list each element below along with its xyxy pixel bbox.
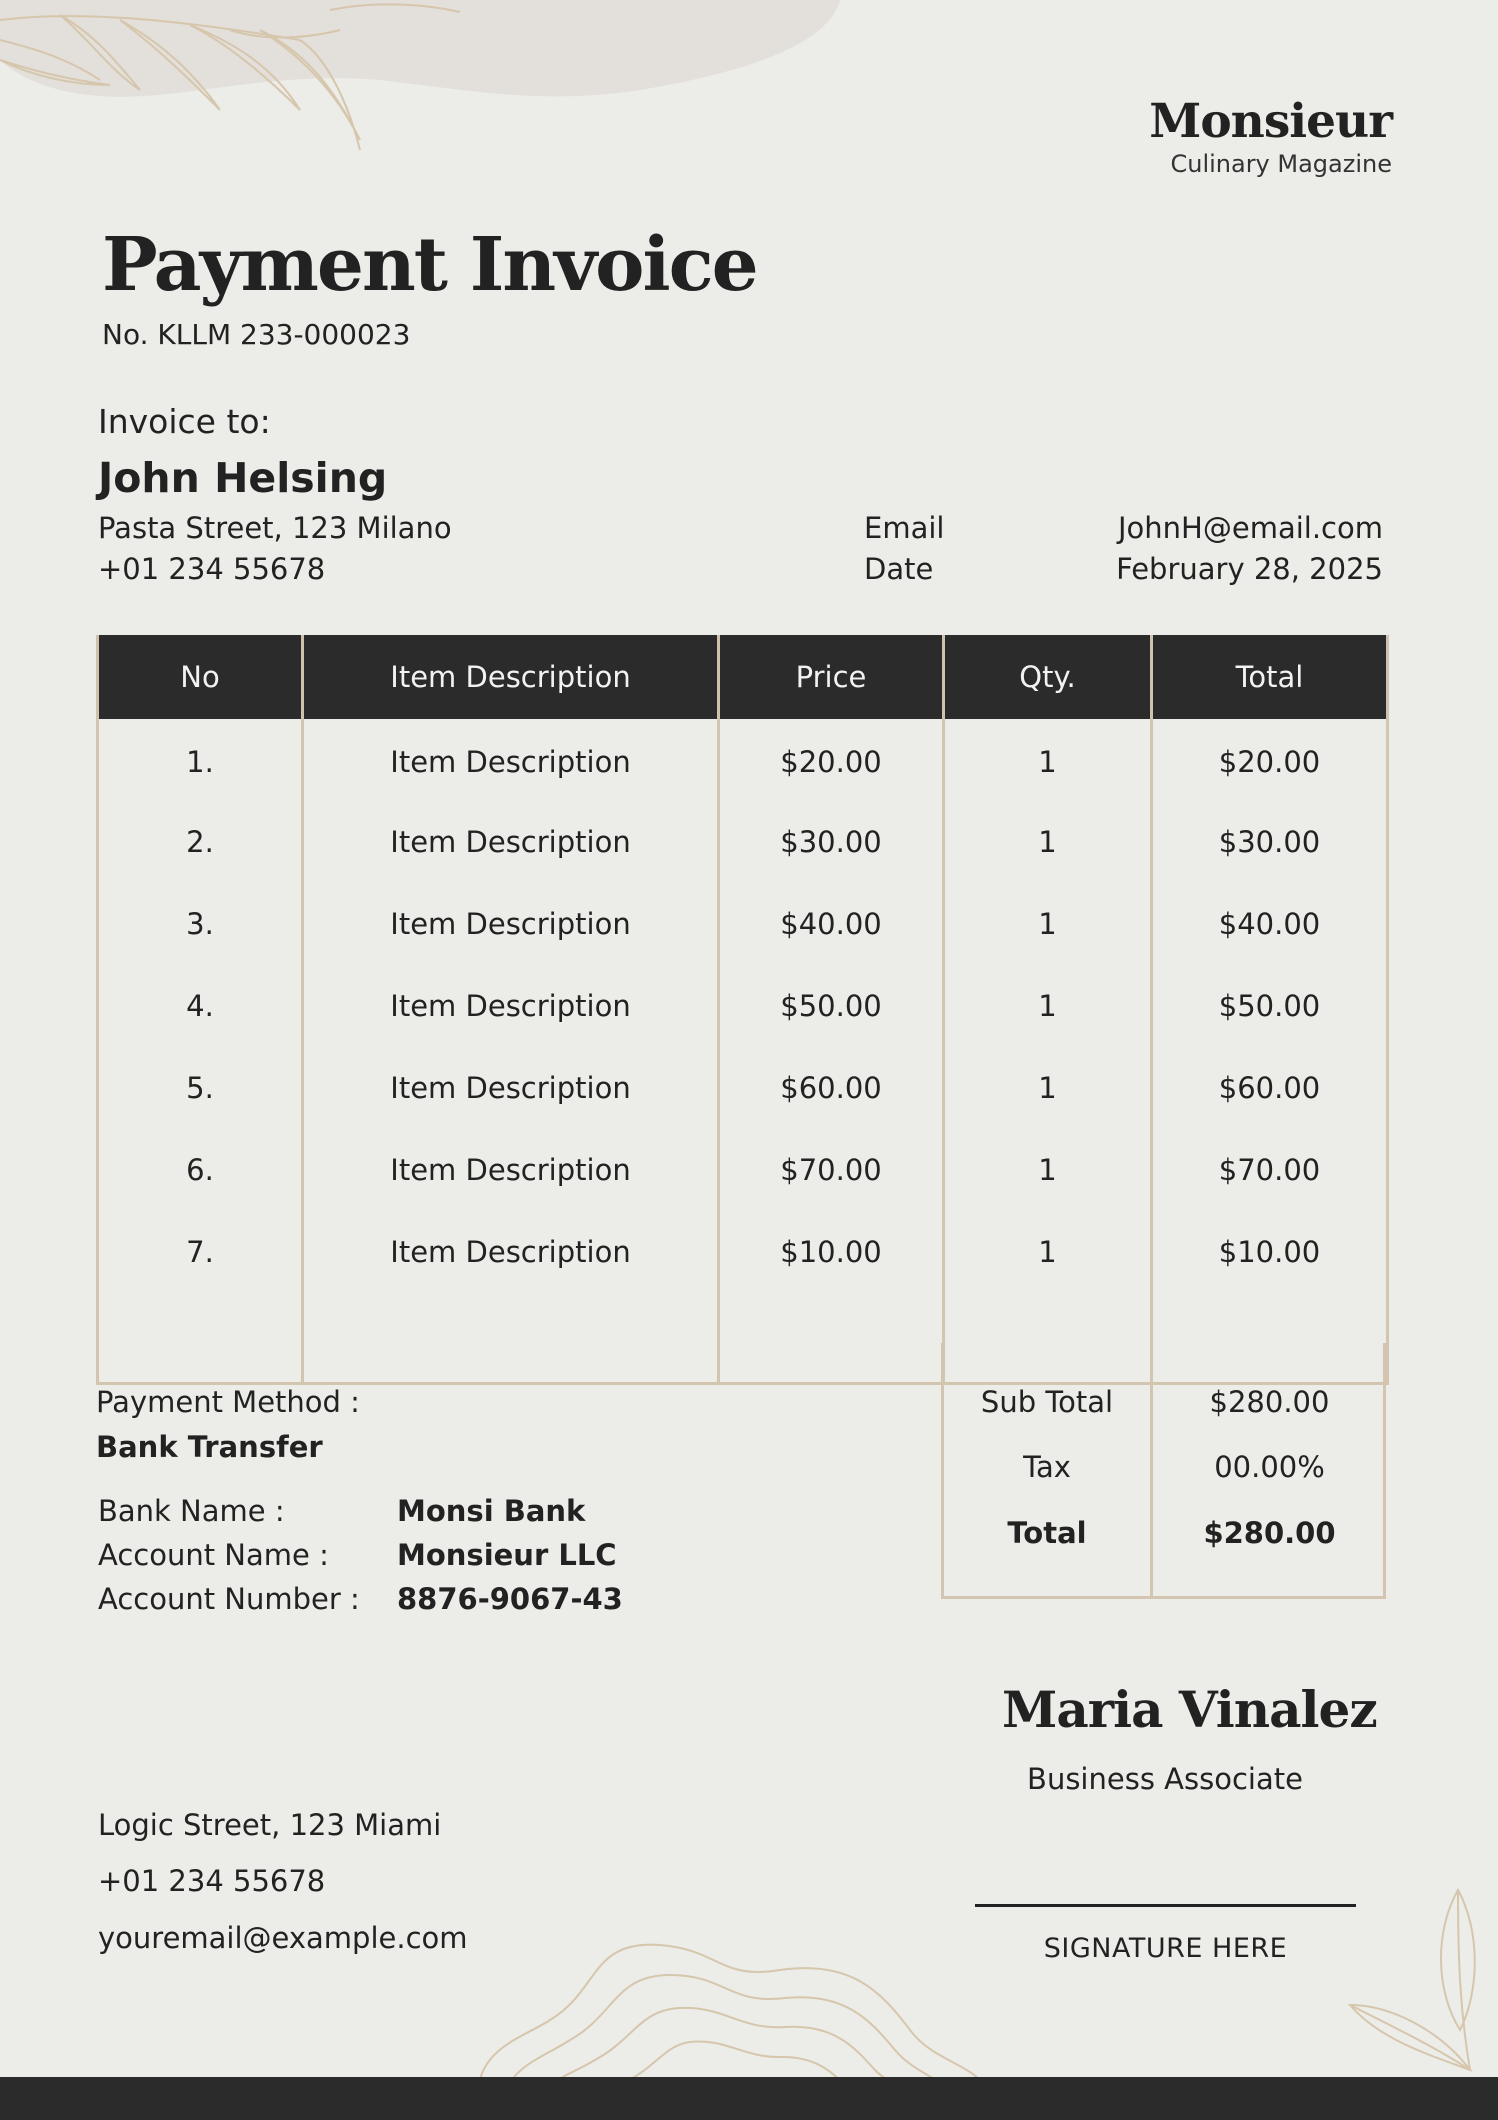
table-row [98, 1129, 1388, 1211]
cell-qty: 1 [944, 965, 1152, 1047]
email-label: Email [864, 511, 945, 545]
client-address: Pasta Street, 123 Milano [98, 511, 452, 545]
page-title: Payment Invoice [102, 222, 757, 308]
cell-no: 4. [98, 965, 303, 1047]
cell-price: $50.00 [719, 965, 944, 1047]
cell-description: Item Description [303, 883, 719, 965]
total-value: $280.00 [1203, 1516, 1336, 1550]
contact-address: Logic Street, 123 Miami [98, 1808, 442, 1842]
cell-qty: 1 [944, 1129, 1152, 1211]
header-qty: Qty. [944, 635, 1152, 719]
cell-price: $70.00 [719, 1129, 944, 1211]
cell-description: Item Description [303, 719, 719, 801]
cell-total: $40.00 [1152, 883, 1388, 965]
account-number: 8876-9067-43 [397, 1582, 623, 1616]
bank-name: Monsi Bank [397, 1494, 586, 1528]
cell-description: Item Description [303, 1047, 719, 1129]
brand-subtitle: Culinary Magazine [1170, 149, 1392, 178]
signature-line [975, 1904, 1356, 1907]
signature-placeholder: SIGNATURE HERE [1043, 1933, 1288, 1964]
subtotal-label: Sub Total [980, 1385, 1114, 1419]
leaf-decoration-top [0, 0, 860, 170]
bank-name-label: Bank Name : [98, 1494, 285, 1528]
table-row [98, 1047, 1388, 1129]
cell-no: 5. [98, 1047, 303, 1129]
table-row [98, 883, 1388, 965]
cell-total: $10.00 [1152, 1211, 1388, 1293]
table-row [98, 1211, 1388, 1293]
totals-box [941, 1343, 1386, 1599]
cell-total: $20.00 [1152, 719, 1388, 801]
cell-qty: 1 [944, 801, 1152, 883]
cell-price: $40.00 [719, 883, 944, 965]
payment-method: Bank Transfer [96, 1430, 323, 1464]
cell-qty: 1 [944, 719, 1152, 801]
cell-price: $60.00 [719, 1047, 944, 1129]
invoice-date: February 28, 2025 [1116, 552, 1383, 586]
cell-no: 3. [98, 883, 303, 965]
cell-price: $20.00 [719, 719, 944, 801]
header-description: Item Description [303, 635, 719, 719]
invoice-to-label: Invoice to: [98, 402, 271, 441]
cell-total: $60.00 [1152, 1047, 1388, 1129]
cell-price: $30.00 [719, 801, 944, 883]
brand-name: Monsieur [1149, 94, 1392, 149]
client-email: JohnH@email.com [1118, 511, 1383, 545]
tax-label: Tax [1023, 1450, 1071, 1484]
account-name: Monsieur LLC [397, 1538, 617, 1572]
account-number-label: Account Number : [98, 1582, 360, 1616]
cell-description: Item Description [303, 801, 719, 883]
cell-description: Item Description [303, 1211, 719, 1293]
cell-price: $10.00 [719, 1211, 944, 1293]
client-phone: +01 234 55678 [98, 552, 326, 586]
tax-value: 00.00% [1214, 1450, 1325, 1484]
invoice-number: No. KLLM 233-000023 [102, 318, 411, 351]
cell-total: $70.00 [1152, 1129, 1388, 1211]
table-row [98, 965, 1388, 1047]
payment-method-label: Payment Method : [96, 1385, 360, 1419]
header-total: Total [1152, 635, 1388, 719]
brand-logo [1149, 96, 1392, 178]
cell-no: 1. [98, 719, 303, 801]
leaf-decoration-bottom-right [1340, 1880, 1498, 2080]
subtotal-value: $280.00 [1209, 1385, 1330, 1419]
client-name: John Helsing [98, 454, 388, 502]
cell-total: $50.00 [1152, 965, 1388, 1047]
total-label: Total [1007, 1516, 1087, 1550]
footer-bar [0, 2077, 1498, 2120]
cell-qty: 1 [944, 1047, 1152, 1129]
cell-no: 2. [98, 801, 303, 883]
cell-no: 7. [98, 1211, 303, 1293]
cell-description: Item Description [303, 965, 719, 1047]
contact-phone: +01 234 55678 [98, 1864, 326, 1898]
header-price: Price [719, 635, 944, 719]
signatory-name: Maria Vinalez [1002, 1680, 1377, 1739]
cell-total: $30.00 [1152, 801, 1388, 883]
contact-email: youremail@example.com [98, 1921, 468, 1955]
header-no: No [98, 635, 303, 719]
cell-description: Item Description [303, 1129, 719, 1211]
signatory-role: Business Associate [1027, 1762, 1303, 1796]
items-table [96, 635, 1386, 1385]
date-label: Date [864, 552, 934, 586]
table-row [98, 719, 1388, 801]
cell-no: 6. [98, 1129, 303, 1211]
cell-qty: 1 [944, 1211, 1152, 1293]
cell-qty: 1 [944, 883, 1152, 965]
table-header-row [98, 635, 1388, 719]
table-row [98, 801, 1388, 883]
account-name-label: Account Name : [98, 1538, 329, 1572]
